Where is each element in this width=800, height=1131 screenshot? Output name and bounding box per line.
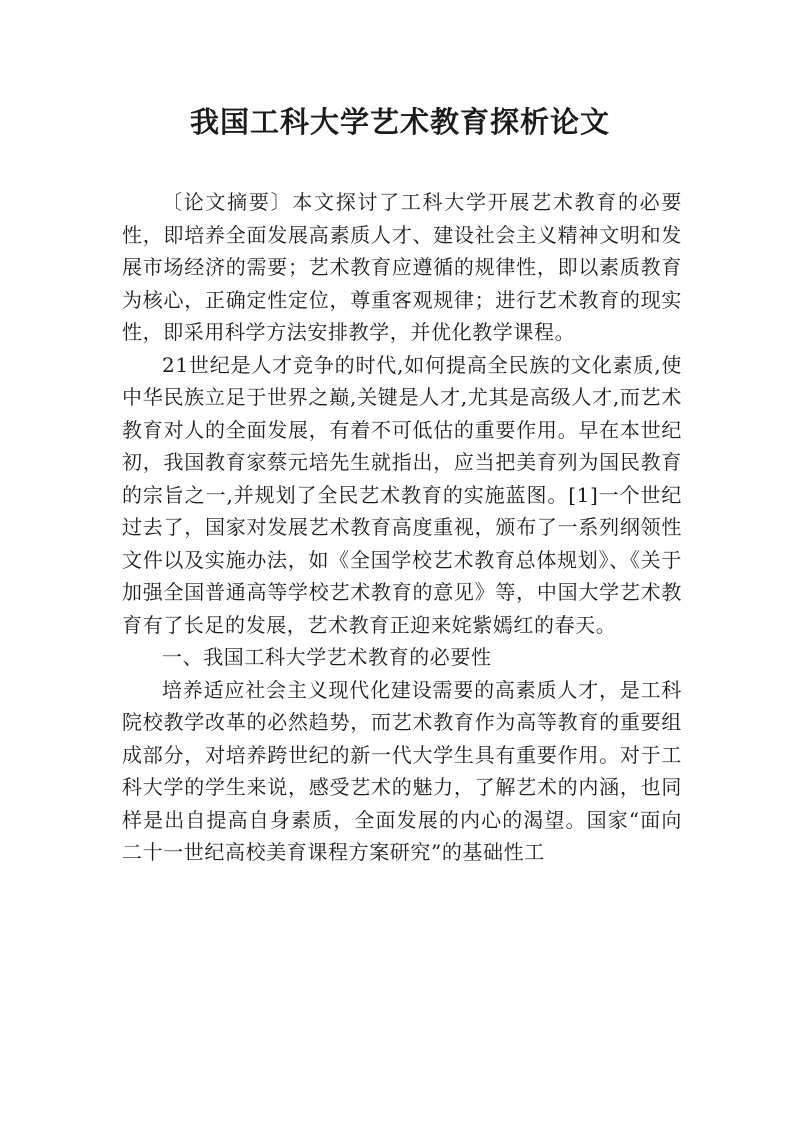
document-body — [122, 186, 682, 869]
body-paragraph: 培养适应社会主义现代化建设需要的高素质人才，是工科院校教学改革的必然趋势，而艺术教育作为高等教育的重要组成部分，对培养跨世纪的新一代大学生具有重要作用。对于工科大学的学生来说，感受艺术的魅力，了解艺术的内涵，也同样是出自提高自身素质，全面发展的内心的渴望。国家“面向二十一世纪高校美育课程方案研究”的基础性工 — [122, 677, 682, 864]
intro-paragraph: 21世纪是人才竞争的时代,如何提高全民族的文化素质,使中华民族立足于世界之巅,关键是人才,尤其是高级人才,而艺术教育对人的全面发展，有着不可低估的重要作用。早在本世纪初，我国教育家蔡元培先生就指出，应当把美育列为国民教育的宗旨之一,并规划了全民艺术教育的实施蓝图。[1]一个世纪过去了，国家对发展艺术教育高度重视，颁布了一系列纲领性文件以及实施办法，如《全国学校艺术教育总体规划》、《关于加强全国普通高等学校艺术教育的意见》等，中国大学艺术教育有了长足的发展，艺术教育正迎来姹紫嫣红的春天。 — [122, 352, 682, 637]
abstract-paragraph: 〔论文摘要〕本文探讨了工科大学开展艺术教育的必要性，即培养全面发展高素质人才、建设社会主义精神文明和发展市场经济的需要；艺术教育应遵循的规律性，即以素质教育为核心，正确定性定位，尊重客观规律；进行艺术教育的现实性，即采用科学方法安排教学，并优化教学课程。 — [122, 190, 682, 344]
document-title: 我国工科大学艺术教育探析论文 — [189, 105, 610, 139]
section-heading: 一、我国工科大学艺术教育的必要性 — [162, 645, 492, 669]
